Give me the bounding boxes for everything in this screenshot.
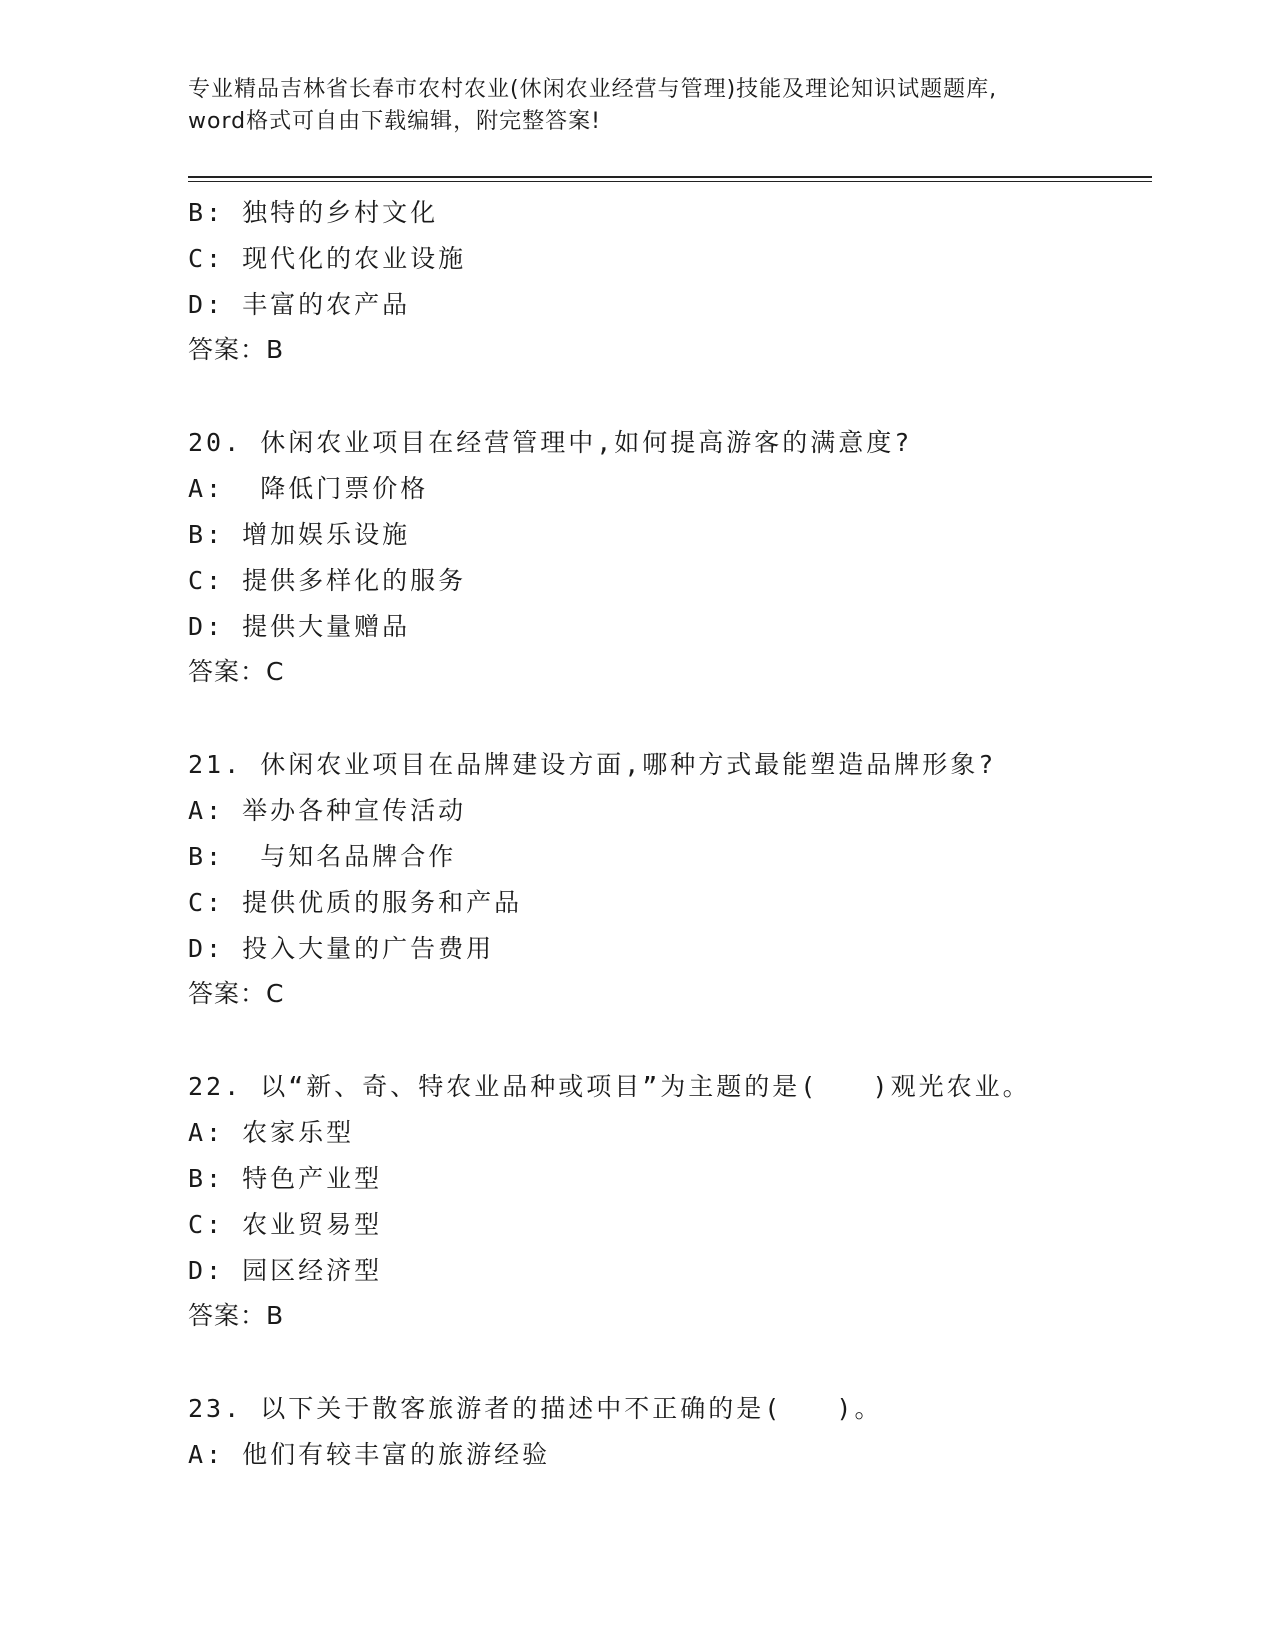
answer-line: 答案：C [188,979,285,1008]
header-line-1: 专业精品吉林省长春市农村农业(休闲农业经营与管理)技能及理论知识试题题库, [188,77,998,102]
answer-line: 答案：B [188,335,285,364]
option-b: B: 独特的乡村文化 [188,198,439,227]
option-d: D: 丰富的农产品 [188,290,411,319]
question-title: 21. 休闲农业项目在品牌建设方面,哪种方式最能塑造品牌形象? [188,750,997,779]
option-c: C: 农业贸易型 [188,1210,383,1239]
question-block-prev [188,190,1152,372]
question-block-22 [188,1064,1152,1338]
header-divider [188,176,1152,178]
option-d: D: 投入大量的广告费用 [188,934,495,963]
option-d: D: 园区经济型 [188,1256,383,1285]
question-block-21 [188,742,1152,1016]
option-d: D: 提供大量赠品 [188,612,411,641]
question-list [188,190,1152,1478]
option-c: C: 提供多样化的服务 [188,566,467,595]
question-title: 20. 休闲农业项目在经营管理中,如何提高游客的满意度? [188,428,913,457]
option-b: B: 增加娱乐设施 [188,520,411,549]
question-title: 23. 以下关于散客旅游者的描述中不正确的是( )。 [188,1394,883,1423]
option-b: B: 与知名品牌合作 [188,842,457,871]
option-c: C: 提供优质的服务和产品 [188,888,523,917]
question-title: 22. 以“新、奇、特农业品种或项目”为主题的是( )观光农业。 [188,1072,1031,1101]
option-a: A: 他们有较丰富的旅游经验 [188,1440,551,1469]
option-c: C: 现代化的农业设施 [188,244,467,273]
question-block-23 [188,1386,1152,1478]
document-header [188,74,1108,138]
option-a: A: 农家乐型 [188,1118,355,1147]
answer-line: 答案：C [188,657,285,686]
header-line-2: word格式可自由下载编辑，附完整答案! [188,109,601,134]
option-b: B: 特色产业型 [188,1164,383,1193]
header-divider-thin [188,181,1152,182]
question-block-20 [188,420,1152,694]
option-a: A: 举办各种宣传活动 [188,796,467,825]
option-a: A: 降低门票价格 [188,474,429,503]
answer-line: 答案：B [188,1301,285,1330]
